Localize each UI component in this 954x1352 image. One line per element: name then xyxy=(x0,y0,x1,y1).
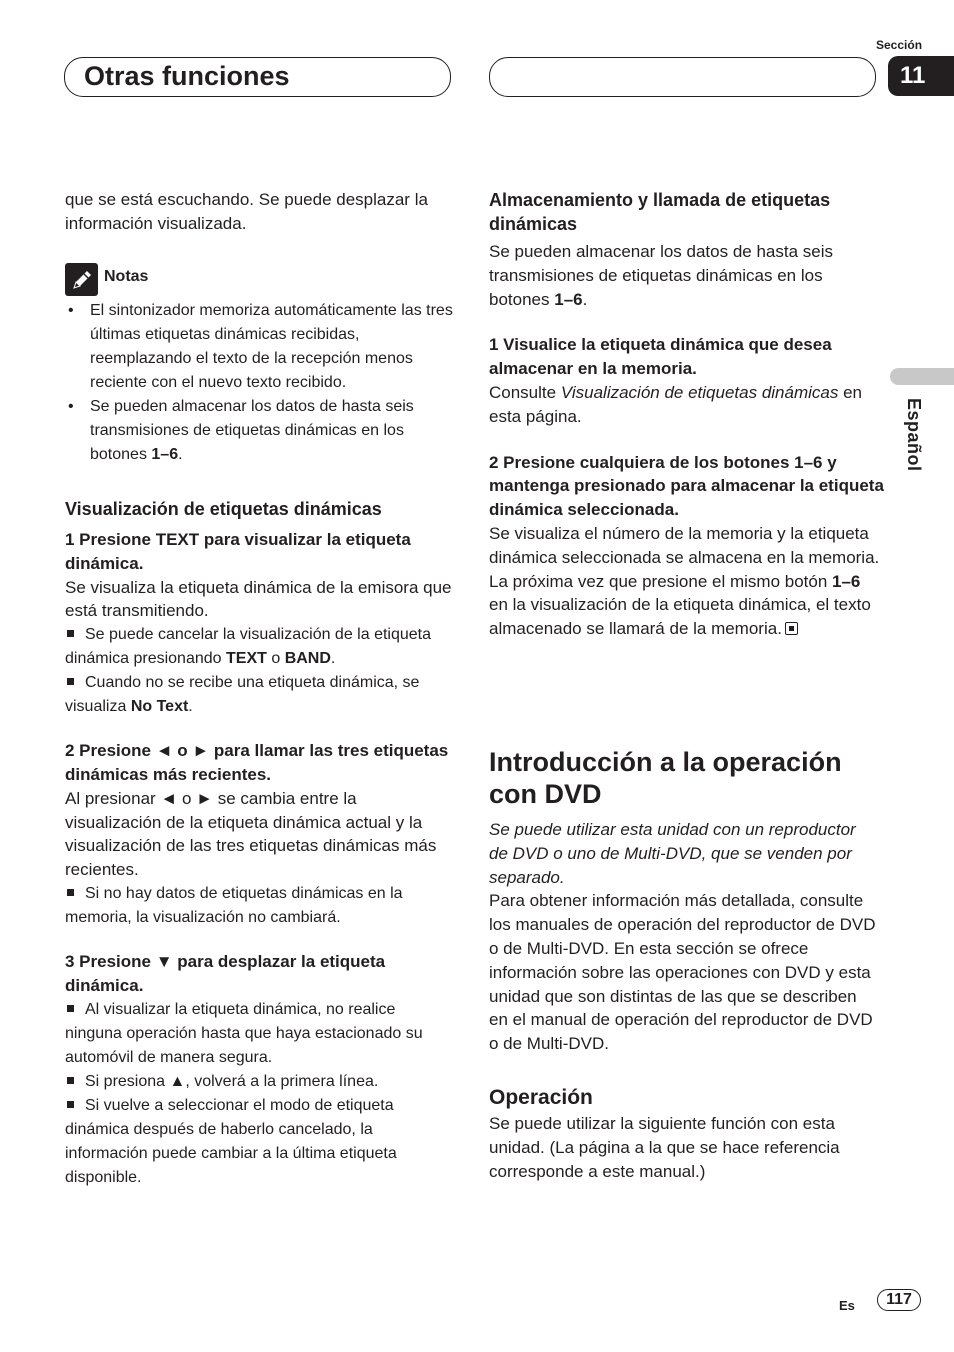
note-pencil-icon xyxy=(65,263,98,296)
square-bullet-icon xyxy=(67,630,74,637)
step-heading: 1 Presione TEXT para visualizar la etiqueta dinámica. xyxy=(65,530,411,573)
language-tab xyxy=(890,368,954,385)
step-text: Se visualiza la etiqueta dinámica de la emisora que está transmitiendo. xyxy=(65,577,452,621)
bullet-dot-icon: • xyxy=(68,398,74,415)
square-bullet-icon xyxy=(67,1101,74,1108)
step-text: Se visualiza el número de la memoria y la etiqueta dinámica seleccionada se almacena en la memoria. xyxy=(489,523,880,567)
right-storage-section xyxy=(489,188,884,641)
square-bullet-icon xyxy=(67,1077,74,1084)
step-heading: 1 Visualice la etiqueta dinámica que desea almacenar en la memoria. xyxy=(489,335,832,379)
step-text: Al presionar ◄ o ► se cambia entre la visualización de la etiqueta dinámica actual y la visualización de las tres etiquetas dinámicas más recientes. xyxy=(65,788,437,880)
intro-paragraph: que se está escuchando. Se puede desplazar la información visualizada. xyxy=(65,190,428,233)
header-blank-frame xyxy=(489,57,876,97)
left-display-section xyxy=(65,497,455,1190)
step-text: Consulte Visualización de etiquetas dinámicas en esta página. xyxy=(489,382,862,426)
right-dvd-section xyxy=(489,746,879,1183)
bullet-item: Si vuelve a seleccionar el modo de etiqueta dinámica después de haberlo cancelado, la información puede cambiar a la última etiqueta disponible. xyxy=(65,1096,397,1186)
step-heading: 3 Presione ▼ para desplazar la etiqueta dinámica. xyxy=(65,951,386,995)
section-title: Introducción a la operación con DVD xyxy=(489,747,842,809)
bullet-dot-icon: • xyxy=(68,302,74,319)
footer-language-code: Es xyxy=(839,1298,855,1313)
bullet-item: Si no hay datos de etiquetas dinámicas en la memoria, la visualización no cambiará. xyxy=(65,884,403,926)
end-of-section-icon xyxy=(785,622,798,635)
paragraph: Se puede utilizar la siguiente función con esta unidad. (La página a la que se hace referencia corresponde a este manual.) xyxy=(489,1113,840,1181)
square-bullet-icon xyxy=(67,1005,74,1012)
page-number: 117 xyxy=(877,1289,921,1311)
note-item: • Se pueden almacenar los datos de hasta seis transmisiones de etiquetas dinámicas en los botones 1–6. xyxy=(65,395,457,467)
bullet-item: Si presiona ▲, volverá a la primera línea. xyxy=(65,1070,455,1094)
bullet-item: Se puede cancelar la visualización de la etiqueta dinámica presionando TEXT o BAND. xyxy=(65,626,432,668)
page-title: Otras funciones xyxy=(84,61,290,91)
paragraph: Para obtener información más detallada, consulte los manuales de operación del reproductor de DVD o de Multi-DVD. En esta sección se ofrece información sobre las operaciones con DVD y esta unidad que son distintas de las que se describen en el manual de operación del reproductor de DVD o de Multi-DVD. xyxy=(489,891,876,1054)
section-label: Sección xyxy=(876,38,923,52)
notes-list xyxy=(65,299,457,467)
note-item: • El sintonizador memoriza automáticamente las tres últimas etiquetas dinámicas recibidas, reemplazando el texto de la recepción menos reciente con el nuevo texto recibido. xyxy=(65,299,457,395)
section-heading: Visualización de etiquetas dinámicas xyxy=(65,499,382,519)
bullet-item: Al visualizar la etiqueta dinámica, no realice ninguna operación hasta que haya estacionado su automóvil de manera segura. xyxy=(65,1000,423,1066)
step-heading: 2 Presione ◄ o ► para llamar las tres etiquetas dinámicas más recientes. xyxy=(65,741,449,784)
square-bullet-icon xyxy=(67,889,74,896)
section-number: 11 xyxy=(888,56,954,96)
square-bullet-icon xyxy=(67,678,74,685)
step-heading: 2 Presione cualquiera de los botones 1–6 y mantenga presionado para almacenar la etiqueta dinámica seleccionada. xyxy=(489,452,884,520)
notes-title: Notas xyxy=(104,268,149,285)
language-label: Español xyxy=(904,398,924,472)
left-intro-block xyxy=(65,188,455,236)
paragraph: Se pueden almacenar los datos de hasta seis transmisiones de etiquetas dinámicas en los botones 1–6. xyxy=(489,242,834,309)
bullet-item: Cuando no se recibe una etiqueta dinámica, se visualiza No Text. xyxy=(65,674,420,716)
section-heading: Almacenamiento y llamada de etiquetas dinámicas xyxy=(489,190,831,234)
step-text: La próxima vez que presione el mismo botón 1–6 en la visualización de la etiqueta dinámica, el texto almacenado se llamará de la memoria. xyxy=(489,571,871,639)
intro-italic: Se puede utilizar esta unidad con un reproductor de DVD o uno de Multi-DVD, que se venden por separado. xyxy=(489,820,856,887)
subsection-title: Operación xyxy=(489,1085,593,1109)
